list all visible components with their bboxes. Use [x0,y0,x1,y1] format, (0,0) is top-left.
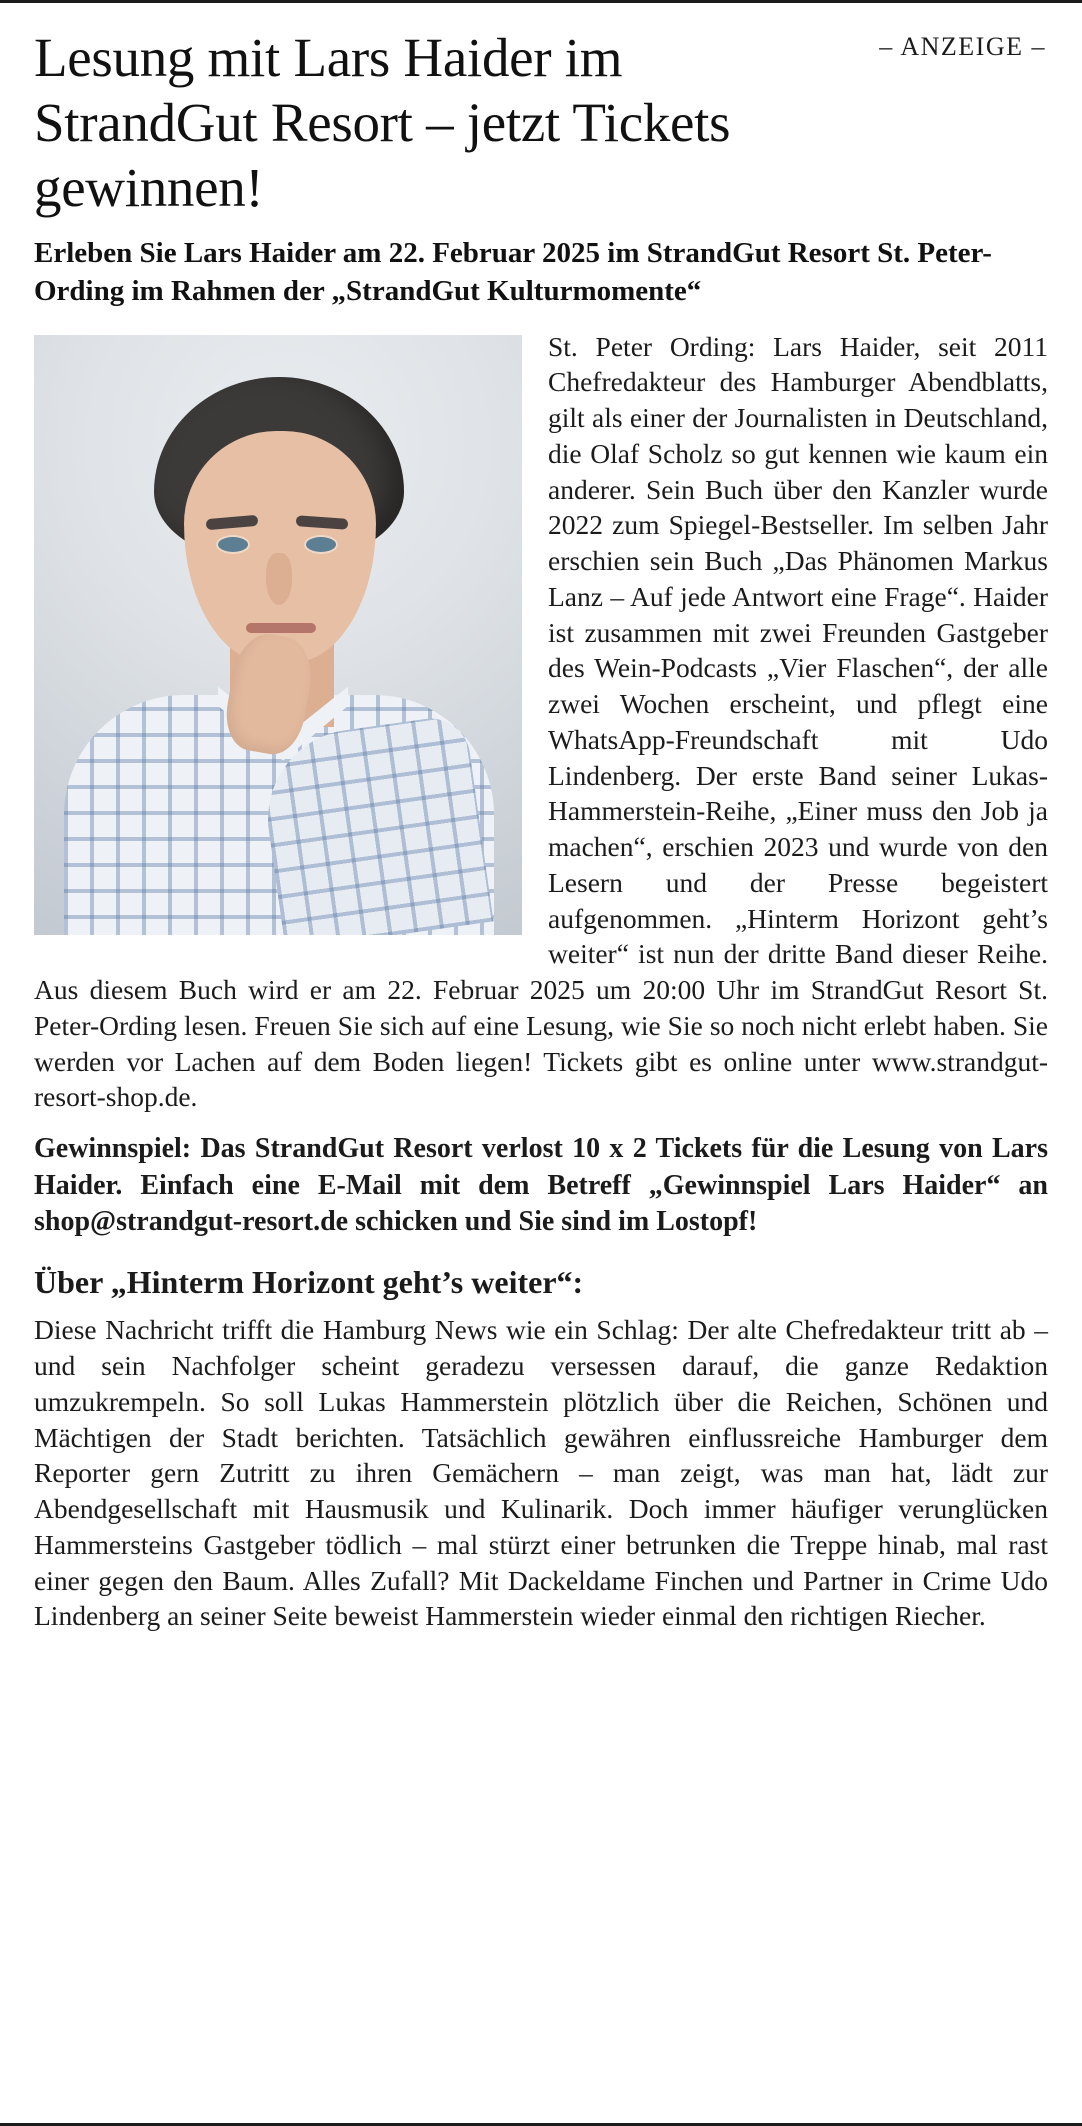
mouth-shape [246,623,316,633]
advertisement-label: – ANZEIGE – [879,32,1046,61]
body-paragraph-2: Diese Nachricht trifft die Hamburg News wie ein Schlag: Der alte Chefredakteur tritt ab – und sein Nachfolger scheint geradezu versessen darauf, die ganze Redaktion umzukrempeln. So soll Lukas Hammerstein plötzlich über die Reichen, Schönen und Mächtigen der Stadt berichten. Tatsächlich gewähren einflussreiche Hamburger dem Reporter gern Zutritt zu ihren Gemächern – man zeigt, was man hat, lädt zur Abendgesellschaft mit Hausmusik und Kulinarik. Doch immer häufiger verunglücken Hammersteins Gastgeber tödlich – mal stürzt einer betrunken die Treppe hinab, mal rast einer gegen den Baum. Alles Zufall? Mit Dackeldame Finchen und Partner in Crime Udo Lindenberg an seiner Seite beweist Hammerstein wieder einmal den richtigen Riecher. [34,1314,1048,1632]
nose-shape [266,553,292,605]
eye-right [306,537,336,552]
eye-left [218,537,248,552]
page-title: Lesung mit Lars Haider im StrandGut Resort – jetzt Tickets gewinnen! [34,27,731,218]
article-body [34,329,1048,1634]
section-title: Über „Hinterm Horizont geht’s weiter“: [34,1264,584,1301]
body-paragraph-1: St. Peter Ording: Lars Haider, seit 2011 Chefredakteur des Hamburger Abendblatts, gilt als einer der Journalisten in Deutschland, die Olaf Scholz so gut kennen wie kaum ein anderer. Sein Buch über den Kanzler wurde 2022 zum Spiegel-Bestseller. Im selben Jahr erschien sein Buch „Das Phänomen Markus Lanz – Auf jede Antwort eine Frage“. Haider ist zusammen mit zwei Freunden Gastgeber des Wein-Podcasts „Vier Flaschen“, der alle zwei Wochen erscheint, und pflegt eine WhatsApp-Freundschaft mit Udo Lindenberg. Der erste Band seiner Lukas-Hammerstein-Reihe, „Einer muss den Job ja machen“, erschien 2023 und wurde von den Lesern und der Presse begeistert aufgenommen. „Hinterm Horizont geht’s weiter“ ist nun der dritte Band dieser Reihe. Aus diesem Buch wird er am 22. Februar 2025 um 20:00 Uhr im StrandGut Resort St. Peter-Ording lesen. Freuen Sie sich auf eine Lesung, wie Sie so noch nicht erlebt haben. Sie werden vor Lachen auf dem Boden liegen! Tickets gibt es online unter www.strandgut-resort-shop.de. [34,330,1048,1113]
subheadline: Erleben Sie Lars Haider am 22. Februar 2025 im StrandGut Resort St. Peter-Ording im Rahmen der „StrandGut Kulturmomente“ [34,236,992,307]
portrait-photo [34,335,522,935]
giveaway-paragraph: Gewinnspiel: Das StrandGut Resort verlost 10 x 2 Tickets für die Lesung von Lars Haider. Einfach eine E-Mail mit dem Betreff „Gewinnspiel Lars Haider“ an shop@strandgut-resort.de schicken und Sie sind im Lostopf! [34,1133,1048,1237]
top-rule [0,0,1082,3]
